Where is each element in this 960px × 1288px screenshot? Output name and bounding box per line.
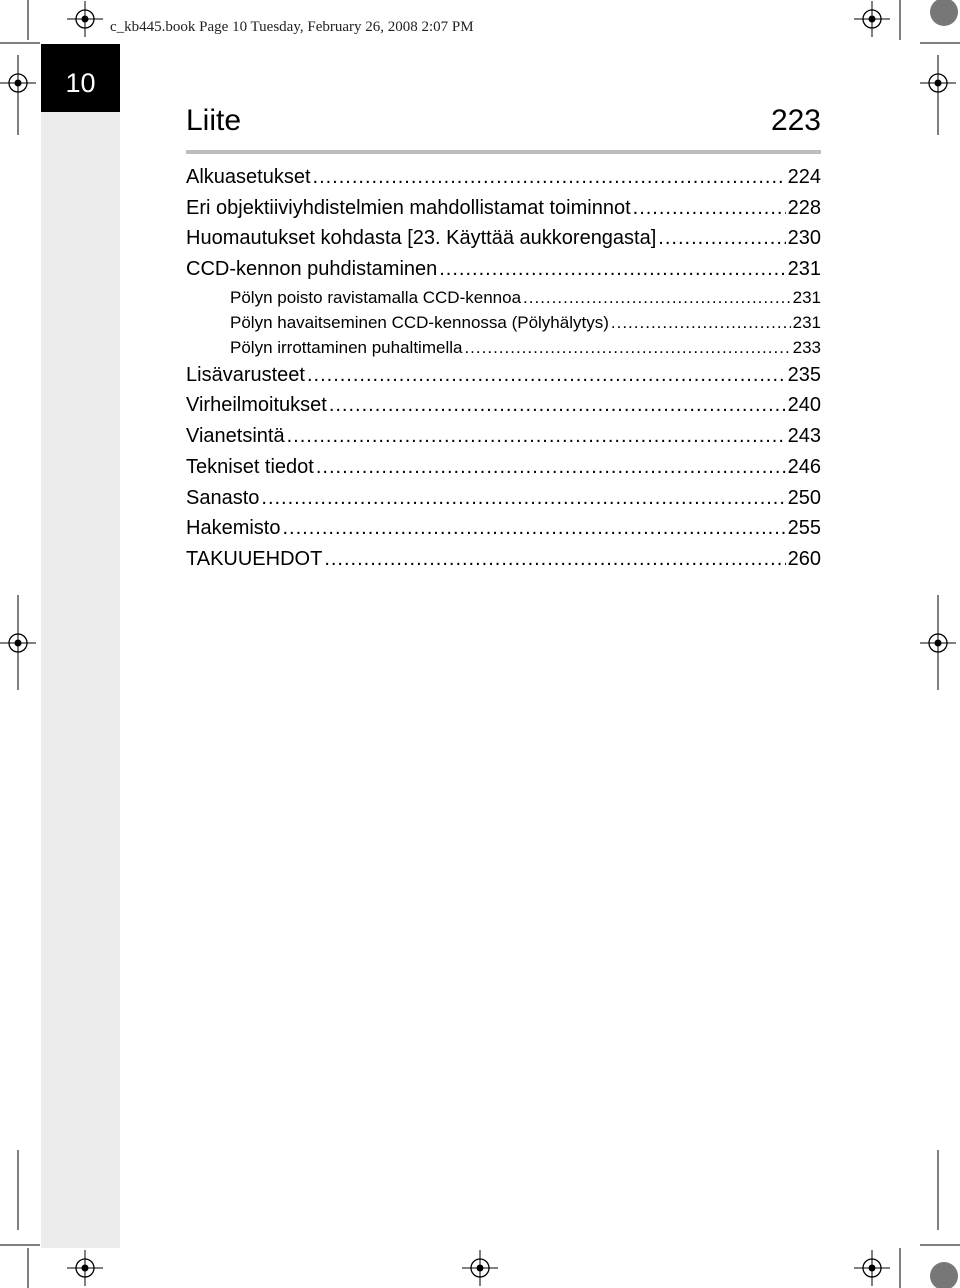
toc-entry-page: 228 xyxy=(787,196,821,219)
toc-entry-title: Sanasto xyxy=(186,486,260,509)
toc-entry-page: 260 xyxy=(787,547,821,570)
toc-entry-title: Lisävarusteet xyxy=(186,363,305,386)
toc-entry-page: 246 xyxy=(787,455,821,478)
toc-entry-title: Huomautukset kohdasta [23. Käyttää aukkorengasta] xyxy=(186,227,657,250)
toc-entry-page: 230 xyxy=(787,227,821,250)
toc-entry-page: 255 xyxy=(787,517,821,540)
toc-entry-title: Alkuasetukset xyxy=(186,166,311,188)
book-header-line: c_kb445.book Page 10 Tuesday, February 26, 2008 2:07 PM xyxy=(110,19,474,35)
toc-entry-page: 231 xyxy=(787,258,821,281)
chapter-page-number: 223 xyxy=(770,104,821,137)
toc-entry-title: Pölyn irrottaminen puhaltimella xyxy=(230,337,463,357)
toc-entry-title: Pölyn poisto ravistamalla CCD-kennoa xyxy=(230,287,522,307)
chapter-title: Liite xyxy=(186,104,242,137)
toc-entry-page: 231 xyxy=(792,312,821,332)
toc-entry-title: Tekniset tiedot xyxy=(186,455,314,478)
toc-entry-title: Hakemisto xyxy=(186,517,281,540)
toc-entry-page: 250 xyxy=(787,486,821,509)
toc-entry-page: 240 xyxy=(787,394,821,417)
toc-entry-title: Vianetsintä xyxy=(186,425,285,448)
toc-entry-page: 235 xyxy=(787,363,821,386)
toc-entry-page: 233 xyxy=(792,337,821,357)
toc-entry-title: TAKUUEHDOT xyxy=(186,547,323,570)
toc-entry-title: Pölyn havaitseminen CCD-kennossa (Pölyhälytys) xyxy=(230,312,609,332)
toc-entry-page: 243 xyxy=(787,425,821,448)
toc-entry-page: 224 xyxy=(787,166,821,188)
toc-entry-page: 231 xyxy=(792,287,821,307)
toc-entry-title: CCD-kennon puhdistaminen xyxy=(186,258,438,281)
toc-entry-title: Virheilmoitukset xyxy=(186,394,327,417)
chapter-tab-number: 10 xyxy=(65,67,96,98)
toc-entry-title: Eri objektiiviyhdistelmien mahdollistamat toiminnot xyxy=(186,196,631,219)
